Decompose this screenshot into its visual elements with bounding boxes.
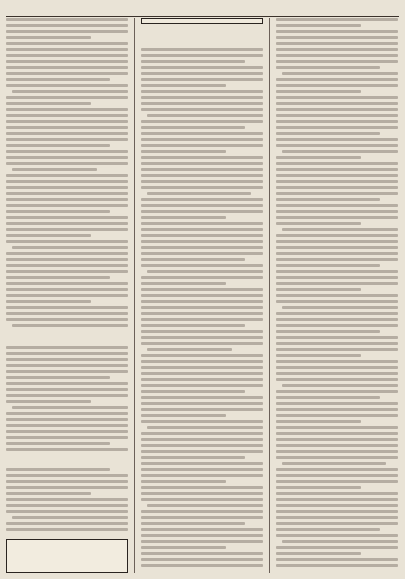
text-line-placeholder [6, 96, 128, 99]
text-line-placeholder [276, 534, 398, 537]
text-line-placeholder [6, 282, 128, 285]
text-line-placeholder [6, 18, 128, 21]
text-line-placeholder [6, 492, 91, 495]
text-line-placeholder [276, 168, 398, 171]
text-line-placeholder [6, 42, 128, 45]
text-line-placeholder [276, 282, 398, 285]
text-line-placeholder [141, 156, 263, 159]
text-line-placeholder [6, 60, 128, 63]
text-line-placeholder [6, 186, 128, 189]
text-line-placeholder [276, 516, 398, 519]
text-line-placeholder [6, 72, 128, 75]
text-line-placeholder [141, 138, 263, 141]
text-line-placeholder [141, 234, 263, 237]
text-line-placeholder [6, 468, 110, 471]
text-line-placeholder [141, 384, 263, 387]
text-line-placeholder [276, 30, 398, 33]
text-line-placeholder [141, 144, 263, 147]
text-line-placeholder [141, 288, 263, 291]
text-line-placeholder [141, 66, 263, 69]
text-line-placeholder [6, 394, 128, 397]
column-text [141, 48, 263, 570]
text-line-placeholder [141, 390, 245, 393]
text-line-placeholder [6, 346, 128, 349]
article-headline [141, 18, 263, 24]
text-line-placeholder [141, 174, 263, 177]
text-line-placeholder [276, 276, 398, 279]
text-line-placeholder [141, 102, 263, 105]
text-line-placeholder [6, 204, 128, 207]
text-line-placeholder [276, 402, 398, 405]
text-line-placeholder [276, 288, 361, 291]
text-line-placeholder [141, 396, 263, 399]
text-line-placeholder [276, 78, 398, 81]
text-line-placeholder [6, 270, 128, 273]
text-line-placeholder [6, 174, 128, 177]
column-middle [141, 18, 263, 573]
text-line-placeholder [141, 432, 263, 435]
text-line-placeholder [141, 516, 263, 519]
text-line-placeholder [6, 84, 128, 87]
text-line-placeholder [147, 504, 263, 507]
text-line-placeholder [6, 382, 128, 385]
text-line-placeholder [276, 408, 398, 411]
text-line-placeholder [141, 354, 263, 357]
text-line-placeholder [276, 546, 398, 549]
text-line-placeholder [12, 168, 97, 171]
text-line-placeholder [141, 228, 263, 231]
text-line-placeholder [276, 456, 398, 459]
text-line-placeholder [276, 144, 398, 147]
text-line-placeholder [6, 192, 128, 195]
text-line-placeholder [141, 222, 263, 225]
text-line-placeholder [6, 126, 128, 129]
page-header [6, 4, 399, 17]
text-line-placeholder [276, 240, 398, 243]
text-line-placeholder [6, 264, 128, 267]
text-line-placeholder [276, 342, 398, 345]
text-line-placeholder [141, 486, 263, 489]
text-line-placeholder [141, 336, 263, 339]
text-line-placeholder [6, 66, 128, 69]
text-line-placeholder [276, 552, 361, 555]
text-line-placeholder [276, 432, 398, 435]
text-line-placeholder [6, 210, 110, 213]
text-line-placeholder [141, 162, 263, 165]
text-line-placeholder [141, 558, 263, 561]
text-line-placeholder [6, 228, 128, 231]
text-line-placeholder [141, 462, 263, 465]
text-line-placeholder [6, 364, 128, 367]
text-line-placeholder [6, 474, 128, 477]
text-line-placeholder [141, 78, 263, 81]
text-line-placeholder [141, 240, 263, 243]
text-line-placeholder [6, 24, 128, 27]
text-line-placeholder [282, 384, 398, 387]
text-line-placeholder [6, 150, 128, 153]
text-line-placeholder [6, 504, 128, 507]
text-line-placeholder [6, 318, 128, 321]
text-line-placeholder [6, 234, 91, 237]
text-line-placeholder [141, 126, 245, 129]
text-line-placeholder [147, 192, 251, 195]
text-line-placeholder [6, 114, 128, 117]
text-line-placeholder [6, 424, 128, 427]
text-line-placeholder [6, 418, 128, 421]
text-line-placeholder [6, 30, 128, 33]
text-line-placeholder [276, 330, 380, 333]
text-line-placeholder [141, 522, 245, 525]
column-text [6, 346, 128, 454]
text-line-placeholder [141, 366, 263, 369]
column-divider [269, 18, 270, 573]
text-line-placeholder [282, 72, 398, 75]
text-line-placeholder [6, 442, 110, 445]
text-line-placeholder [276, 60, 398, 63]
text-line-placeholder [141, 216, 226, 219]
text-line-placeholder [141, 360, 263, 363]
text-line-placeholder [276, 522, 398, 525]
text-line-placeholder [141, 468, 263, 471]
text-line-placeholder [147, 426, 263, 429]
text-line-placeholder [6, 156, 128, 159]
text-line-placeholder [12, 90, 128, 93]
text-line-placeholder [276, 468, 398, 471]
text-line-placeholder [276, 84, 398, 87]
column-text [6, 18, 128, 330]
text-line-placeholder [12, 246, 128, 249]
text-line-placeholder [12, 516, 128, 519]
text-line-placeholder [141, 48, 263, 51]
text-line-placeholder [276, 102, 398, 105]
text-line-placeholder [276, 36, 398, 39]
text-line-placeholder [141, 54, 263, 57]
text-line-placeholder [276, 174, 398, 177]
column-text [276, 18, 398, 570]
text-line-placeholder [141, 90, 263, 93]
text-line-placeholder [276, 222, 361, 225]
text-line-placeholder [276, 264, 380, 267]
text-line-placeholder [276, 504, 398, 507]
text-line-placeholder [6, 216, 128, 219]
text-line-placeholder [6, 240, 128, 243]
text-line-placeholder [276, 126, 398, 129]
text-line-placeholder [276, 114, 398, 117]
text-line-placeholder [276, 510, 398, 513]
text-line-placeholder [141, 342, 263, 345]
text-line-placeholder [6, 222, 128, 225]
text-line-placeholder [6, 120, 128, 123]
text-line-placeholder [276, 348, 398, 351]
text-line-placeholder [6, 144, 110, 147]
text-line-placeholder [276, 246, 398, 249]
text-line-placeholder [276, 474, 398, 477]
text-line-placeholder [141, 414, 226, 417]
text-line-placeholder [276, 354, 361, 357]
text-line-placeholder [6, 276, 110, 279]
text-line-placeholder [6, 352, 128, 355]
text-line-placeholder [141, 108, 263, 111]
text-line-placeholder [276, 300, 398, 303]
text-line-placeholder [141, 210, 263, 213]
text-line-placeholder [141, 372, 263, 375]
text-line-placeholder [141, 258, 245, 261]
text-line-placeholder [141, 480, 226, 483]
text-line-placeholder [141, 264, 263, 267]
text-line-placeholder [141, 84, 226, 87]
text-line-placeholder [276, 24, 361, 27]
text-line-placeholder [6, 258, 128, 261]
text-line-placeholder [141, 120, 263, 123]
text-line-placeholder [6, 138, 128, 141]
text-line-placeholder [276, 18, 398, 21]
text-line-placeholder [141, 132, 263, 135]
text-line-placeholder [141, 312, 263, 315]
text-line-placeholder [6, 312, 128, 315]
text-line-placeholder [6, 436, 128, 439]
text-line-placeholder [276, 336, 398, 339]
text-line-placeholder [6, 486, 128, 489]
text-line-placeholder [141, 300, 263, 303]
text-line-placeholder [276, 378, 398, 381]
text-line-placeholder [141, 96, 263, 99]
text-line-placeholder [276, 216, 398, 219]
text-line-placeholder [6, 102, 91, 105]
text-line-placeholder [141, 378, 263, 381]
text-line-placeholder [276, 48, 398, 51]
text-line-placeholder [276, 486, 361, 489]
text-line-placeholder [141, 408, 263, 411]
text-line-placeholder [141, 444, 263, 447]
text-line-placeholder [6, 376, 110, 379]
column-divider [134, 18, 135, 573]
text-line-placeholder [6, 252, 128, 255]
text-line-placeholder [276, 186, 398, 189]
text-line-placeholder [276, 492, 398, 495]
text-line-placeholder [276, 180, 398, 183]
text-line-placeholder [141, 72, 263, 75]
text-line-placeholder [141, 204, 263, 207]
text-line-placeholder [141, 510, 263, 513]
text-line-placeholder [141, 438, 263, 441]
text-line-placeholder [6, 132, 128, 135]
text-line-placeholder [282, 462, 386, 465]
text-line-placeholder [276, 438, 398, 441]
text-line-placeholder [141, 492, 263, 495]
text-line-placeholder [276, 198, 380, 201]
text-line-placeholder [6, 300, 91, 303]
text-line-placeholder [141, 498, 263, 501]
text-line-placeholder [6, 294, 128, 297]
column-text [6, 468, 128, 534]
text-line-placeholder [141, 474, 263, 477]
text-line-placeholder [276, 66, 380, 69]
text-line-placeholder [276, 312, 398, 315]
text-line-placeholder [276, 324, 398, 327]
column-right [276, 18, 398, 573]
text-line-placeholder [6, 198, 128, 201]
text-line-placeholder [141, 420, 263, 423]
text-line-placeholder [6, 498, 128, 501]
text-line-placeholder [276, 42, 398, 45]
text-line-placeholder [276, 270, 398, 273]
text-line-placeholder [276, 294, 398, 297]
text-line-placeholder [6, 412, 128, 415]
text-line-placeholder [276, 90, 361, 93]
text-line-placeholder [276, 258, 398, 261]
text-line-placeholder [141, 330, 263, 333]
text-line-placeholder [147, 348, 232, 351]
text-line-placeholder [6, 180, 128, 183]
text-line-placeholder [276, 108, 398, 111]
text-line-placeholder [141, 318, 263, 321]
text-line-placeholder [141, 60, 245, 63]
text-line-placeholder [141, 252, 263, 255]
article-columns [6, 18, 399, 573]
text-line-placeholder [276, 444, 398, 447]
text-line-placeholder [276, 426, 398, 429]
text-line-placeholder [276, 138, 398, 141]
text-line-placeholder [6, 400, 91, 403]
text-line-placeholder [6, 510, 128, 513]
text-line-placeholder [6, 522, 128, 525]
text-line-placeholder [141, 456, 245, 459]
text-line-placeholder [276, 96, 398, 99]
text-line-placeholder [6, 288, 128, 291]
text-line-placeholder [276, 528, 380, 531]
text-line-placeholder [6, 48, 128, 51]
text-line-placeholder [276, 366, 398, 369]
text-line-placeholder [276, 234, 398, 237]
text-line-placeholder [141, 180, 263, 183]
text-line-placeholder [6, 306, 128, 309]
text-line-placeholder [276, 120, 398, 123]
text-line-placeholder [141, 282, 226, 285]
text-line-placeholder [282, 150, 398, 153]
text-line-placeholder [6, 36, 91, 39]
text-line-placeholder [276, 132, 380, 135]
text-line-placeholder [141, 276, 263, 279]
text-line-placeholder [276, 372, 398, 375]
text-line-placeholder [141, 450, 263, 453]
text-line-placeholder [6, 448, 128, 451]
text-line-placeholder [141, 546, 226, 549]
text-line-placeholder [276, 414, 398, 417]
text-line-placeholder [141, 150, 226, 153]
text-line-placeholder [6, 370, 128, 373]
text-line-placeholder [282, 540, 398, 543]
text-line-placeholder [6, 528, 128, 531]
telephone-ad-box [6, 539, 128, 573]
text-line-placeholder [141, 534, 263, 537]
text-line-placeholder [276, 318, 398, 321]
text-line-placeholder [147, 270, 263, 273]
text-line-placeholder [276, 450, 398, 453]
text-line-placeholder [282, 306, 398, 309]
text-line-placeholder [276, 156, 361, 159]
text-line-placeholder [6, 54, 128, 57]
text-line-placeholder [6, 108, 128, 111]
text-line-placeholder [141, 246, 263, 249]
text-line-placeholder [276, 498, 398, 501]
text-line-placeholder [6, 480, 128, 483]
text-line-placeholder [276, 564, 398, 567]
text-line-placeholder [276, 480, 398, 483]
text-line-placeholder [141, 306, 263, 309]
text-line-placeholder [276, 192, 398, 195]
text-line-placeholder [141, 294, 263, 297]
text-line-placeholder [276, 162, 398, 165]
text-line-placeholder [141, 186, 263, 189]
text-line-placeholder [6, 358, 128, 361]
text-line-placeholder [147, 114, 263, 117]
text-line-placeholder [276, 54, 398, 57]
column-left [6, 18, 128, 573]
text-line-placeholder [276, 204, 398, 207]
text-line-placeholder [141, 168, 263, 171]
text-line-placeholder [276, 252, 398, 255]
text-line-placeholder [6, 430, 128, 433]
text-line-placeholder [12, 406, 128, 409]
text-line-placeholder [141, 540, 263, 543]
text-line-placeholder [141, 564, 263, 567]
text-line-placeholder [141, 528, 263, 531]
text-line-placeholder [141, 198, 263, 201]
text-line-placeholder [141, 402, 263, 405]
text-line-placeholder [276, 210, 398, 213]
text-line-placeholder [276, 396, 380, 399]
text-line-placeholder [276, 360, 398, 363]
text-line-placeholder [276, 558, 398, 561]
text-line-placeholder [141, 324, 245, 327]
text-line-placeholder [141, 552, 263, 555]
text-line-placeholder [6, 78, 110, 81]
text-line-placeholder [6, 162, 128, 165]
text-line-placeholder [12, 324, 128, 327]
text-line-placeholder [282, 228, 398, 231]
text-line-placeholder [6, 388, 128, 391]
text-line-placeholder [276, 420, 361, 423]
text-line-placeholder [276, 390, 398, 393]
